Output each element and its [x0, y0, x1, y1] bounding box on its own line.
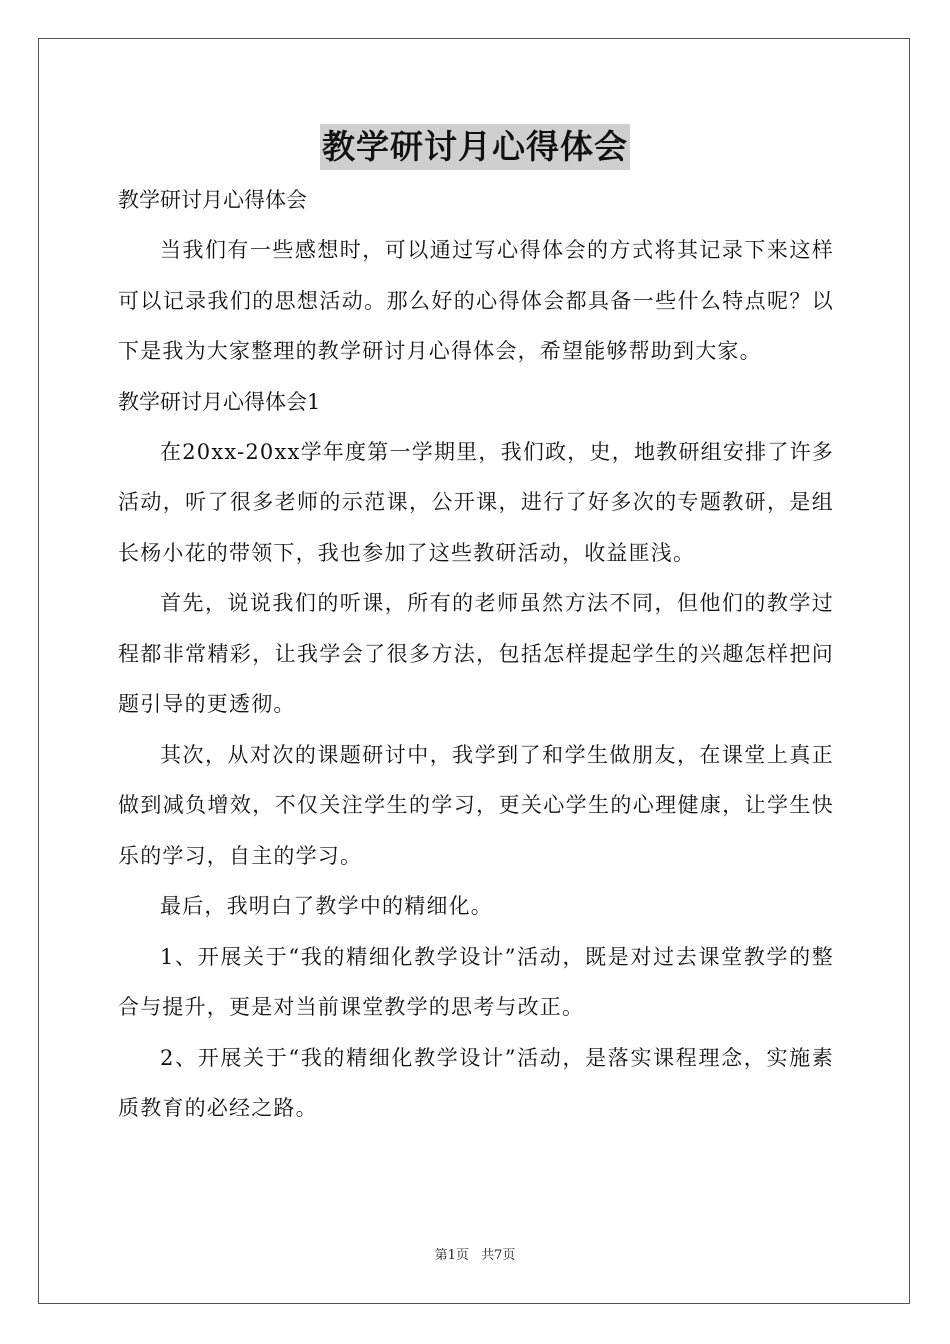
intro-paragraph: 当我们有一些感想时，可以通过写心得体会的方式将其记录下来这样可以记录我们的思想活动。那么好的心得体会都具备一些什么特点呢？以下是我为大家整理的教学研讨月心得体会，希望能够帮助到大家。: [118, 238, 834, 363]
document-subtitle: 教学研讨月心得体会: [118, 188, 307, 212]
body-paragraph: 1、开展关于“我的精细化教学设计”活动，既是对过去课堂教学的整合与提升，更是对当前课堂教学的思考与改正。: [118, 944, 834, 1019]
page-footer: [0, 1244, 950, 1263]
page-total: 共7页: [481, 1248, 516, 1263]
page-number: 第1页: [434, 1248, 469, 1263]
body-paragraph: 最后，我明白了教学中的精细化。: [160, 894, 493, 918]
body-paragraph: 2、开展关于“我的精细化教学设计”活动，是落实课程理念，实施素质教育的必经之路。: [118, 1045, 834, 1120]
title-wrap: [0, 124, 950, 170]
document-body: [118, 175, 834, 1134]
body-paragraph: 在20xx-20xx学年度第一学期里，我们政，史，地教研组安排了许多活动，听了很多老师的示范课，公开课，进行了好多次的专题教研，是组长杨小花的带领下，我也参加了这些教研活动，收益匪浅。: [118, 439, 834, 565]
body-paragraph: 其次，从对次的课题研讨中，我学到了和学生做朋友，在课堂上真正做到减负增效，不仅关注学生的学习，更关心学生的心理健康，让学生快乐的学习，自主的学习。: [118, 742, 834, 868]
document-title: 教学研讨月心得体会: [320, 124, 630, 170]
body-paragraph: 首先，说说我们的听课，所有的老师虽然方法不同，但他们的教学过程都非常精彩，让我学会了很多方法，包括怎样提起学生的兴趣怎样把问题引导的更透彻。: [118, 591, 834, 716]
section-heading: 教学研讨月心得体会1: [118, 389, 321, 414]
